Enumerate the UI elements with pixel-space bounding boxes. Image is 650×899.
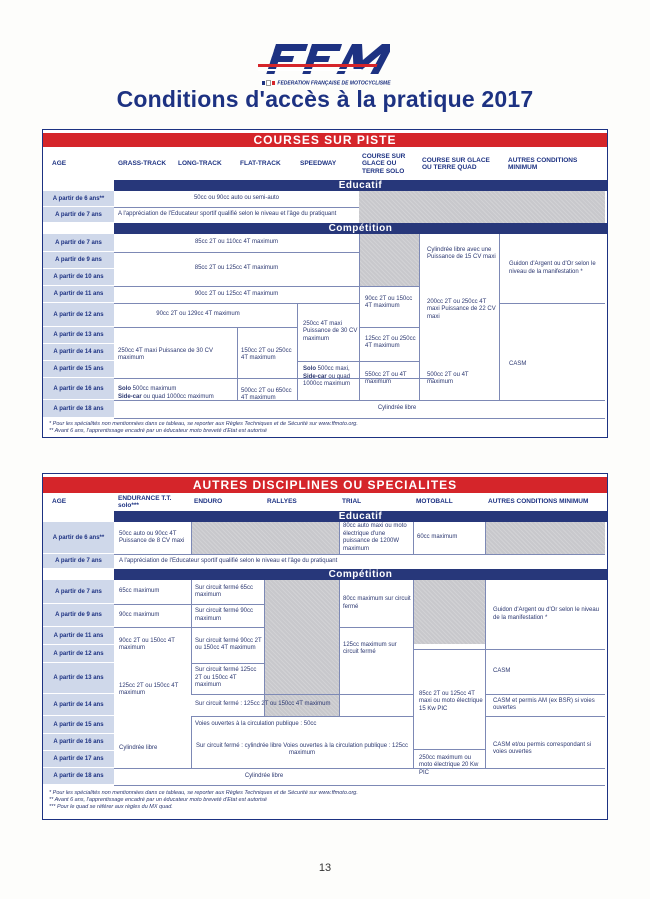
age-cell: A partir de 12 ans xyxy=(43,303,114,327)
end11-cell: 90cc 2T ou 150cc 4T maximum xyxy=(119,637,175,651)
age-cell: A partir de 11 ans xyxy=(43,627,114,645)
enduro14-cell: Sur circuit fermé : 125cc 2T ou 150cc 4T maximum xyxy=(195,701,331,708)
competition-bar: Compétition xyxy=(114,223,607,234)
age-cell: A partir de 16 ans xyxy=(43,378,114,400)
quad11-cell: 200cc 2T ou 250cc 4T maxi Puissance de 22 CV maxi xyxy=(427,298,496,320)
header-grass-track: GRASS-TRACK xyxy=(118,160,167,168)
age-cell: A partir de 11 ans xyxy=(43,286,114,303)
header-autres-conditions: AUTRES CONDITIONS MINIMUM xyxy=(488,498,589,506)
na-cell xyxy=(359,234,419,286)
enduro7-cell: Sur circuit fermé 65cc maximum xyxy=(195,584,254,598)
competition-bar: Compétition xyxy=(114,569,607,580)
voies15-cell: Voies ouvertes à la circulation publique : 50cc xyxy=(195,721,317,728)
age-cell: A partir de 14 ans xyxy=(43,344,114,361)
na-cell xyxy=(191,522,339,554)
educatif-bar: Educatif xyxy=(114,180,607,191)
footnotes: * Pour les spécialités non mentionnées dans ce tableau, se reporter aux Règles Techniques et de Sécurité sur www.ffmoto.org. ** Avant 6 ans, l'apprentissage encadré par un éducateur moto breveté d'Etat est autorisé xyxy=(49,421,358,435)
trial7-cell: 80cc maximum sur circuit fermé xyxy=(343,596,411,610)
header-speedway: SPEEDWAY xyxy=(300,160,337,168)
header-motoball: MOTOBALL xyxy=(416,498,453,506)
quad15-cell: 500cc 2T ou 4T maximum xyxy=(427,371,469,385)
header-flat-track: FLAT-TRACK xyxy=(240,160,281,168)
moto17-cell: 250cc maximum ou moto électrique 20 Kw PIC xyxy=(419,754,479,776)
age-cell: A partir de 13 ans xyxy=(43,327,114,344)
age-cell: A partir de 7 ans xyxy=(43,554,114,569)
enduro11-cell: Sur circuit fermé 90cc 2T ou 150cc 4T maximum xyxy=(195,637,262,651)
header-age: AGE xyxy=(52,160,67,168)
trial12-cell: 125cc maximum sur circuit fermé xyxy=(343,641,397,655)
casm16-cell: CASM et/ou permis correspondant si voies ouvertes xyxy=(493,741,592,755)
age-cell: A partir de 6 ans** xyxy=(43,522,114,554)
casm-cell: CASM xyxy=(493,667,511,674)
age-cell: A partir de 15 ans xyxy=(43,361,114,378)
age-cell: A partir de 15 ans xyxy=(43,716,114,734)
edu7-cell: A l'appréciation de l'Educateur sportif qualifié selon le niveau et l'âge du pratiquant xyxy=(119,557,338,564)
moto6-cell: 60cc maximum xyxy=(417,534,458,541)
quad7-cell: Cylindrée libre avec une Puissance de 15 CV maxi xyxy=(427,246,496,260)
age-cell: A partir de 18 ans xyxy=(43,400,114,418)
edu7-cell: A l'appréciation de l'Educateur sportif qualifié selon le niveau et l'âge du pratiquant xyxy=(118,211,337,218)
libre16-cell: Cylindrée libre xyxy=(119,745,158,752)
page-number: 13 xyxy=(318,862,332,874)
federation-label: FEDERATION FRANÇAISE DE MOTOCYCLISME xyxy=(262,80,402,86)
age-cell: A partir de 14 ans xyxy=(43,694,114,716)
gl16-cell: Solo 500cc maximum Side-car ou quad 1000cc maximum xyxy=(118,386,214,400)
c7-cell: 85cc 2T ou 110cc 4T maximum xyxy=(194,239,279,246)
age-cell: A partir de 7 ans xyxy=(43,580,114,604)
age-cell: A partir de 7 ans xyxy=(43,234,114,252)
libre18-cell: Cylindrée libre xyxy=(244,772,284,779)
na-cell xyxy=(359,191,605,223)
age-cell: A partir de 13 ans xyxy=(43,663,114,694)
age-cell: A partir de 10 ans xyxy=(43,269,114,286)
c9-cell: 85cc 2T ou 125cc 4T maximum xyxy=(194,265,279,272)
trial6-cell: 80cc auto maxi ou moto électrique d'une puissance de 1200W maximum xyxy=(343,523,407,552)
enduro13-cell: Sur circuit fermé 125cc 2T ou 150cc 4T maximum xyxy=(195,667,257,689)
footnotes: * Pour les spécialités non mentionnées dans ce tableau, se reporter aux Règles Techniques et de Sécurité sur www.ffmoto.org. ** Avant 6 ans, l'apprentissage encadré par un éducateur moto breveté d'Etat est autorisé *** Pour le quad se référer aux règles du MX quad. xyxy=(49,790,358,811)
header-age: AGE xyxy=(52,498,67,506)
header-autres-conditions: AUTRES CONDITIONS MINIMUM xyxy=(508,156,578,171)
end7-cell: 65cc maximum xyxy=(119,588,160,595)
enduro16-cell: Sur circuit fermé : cylindrée libre Voies ouvertes à la circulation publique : 125cc maximum xyxy=(195,742,409,756)
casm14-cell: CASM et permis AM (ex BSR) si voies ouvertes xyxy=(493,697,595,711)
gl14-cell: 250cc 4T maxi Puissance de 30 CV maximum xyxy=(118,347,213,361)
guidon-cell: Guidon d'Argent ou d'Or selon le niveau de la manifestation * xyxy=(493,607,600,621)
solo15-cell: 550cc 2T ou 4T maximum xyxy=(365,371,407,385)
end6-cell: 50cc auto ou 90cc 4T Puissance de 8 CV maxi xyxy=(119,530,185,544)
flat16-cell: 500cc 2T ou 650cc 4T maximum xyxy=(241,387,292,401)
age-cell: A partir de 9 ans xyxy=(43,252,114,269)
age-cell: A partir de 18 ans xyxy=(43,768,114,785)
header-rallyes: RALLYES xyxy=(267,498,297,506)
enduro9-cell: Sur circuit fermé 90cc maximum xyxy=(195,608,254,622)
header-trial: TRIAL xyxy=(342,498,362,506)
c12-cell: 90cc 2T ou 129cc 4T maximum xyxy=(156,311,240,318)
casm-cell: CASM xyxy=(509,361,527,368)
educatif-bar: Educatif xyxy=(114,511,607,522)
header-enduro: ENDURO xyxy=(194,498,223,506)
age-cell: A partir de 16 ans xyxy=(43,734,114,751)
guidon-cell: Guidon d'Argent ou d'Or selon le niveau de la manifestation * xyxy=(509,261,596,275)
age-cell: A partir de 12 ans xyxy=(43,645,114,663)
header-endurance: ENDURANCE T.T. solo*** xyxy=(118,494,172,509)
page-title: Conditions d'accès à la pratique 2017 xyxy=(116,86,534,112)
libre18-cell: Cylindrée libre xyxy=(377,405,417,412)
na-cell xyxy=(413,580,485,644)
speed15-cell: Solo 500cc maxi, Side-car ou quad 1000cc maximum xyxy=(303,366,351,387)
end9-cell: 90cc maximum xyxy=(119,611,160,618)
header-long-track: LONG-TRACK xyxy=(178,160,222,168)
edu6-cell: 50cc ou 90cc auto ou semi-auto xyxy=(193,195,280,202)
na-cell xyxy=(485,522,605,554)
solo13-cell: 125cc 2T ou 250cc 4T maximum xyxy=(365,335,416,349)
age-cell: A partir de 9 ans xyxy=(43,604,114,627)
solo11-cell: 90cc 2T ou 150cc 4T maximum xyxy=(365,295,413,309)
speed13-cell: 250cc 4T maxi Puissance de 30 CV maximum xyxy=(303,320,358,342)
age-cell: A partir de 7 ans xyxy=(43,207,114,223)
header-glace-quad: COURSE SUR GLACE OU TERRE QUAD xyxy=(422,156,490,171)
moto13-cell: 85cc 2T ou 125cc 4T maxi ou moto électrique 15 Kw PIC xyxy=(419,690,483,712)
courses-piste-banner: COURSES SUR PISTE xyxy=(43,133,607,147)
autres-disciplines-banner: AUTRES DISCIPLINES OU SPECIALITES xyxy=(43,477,607,493)
autres-disciplines-table xyxy=(42,473,608,820)
age-cell: A partir de 17 ans xyxy=(43,751,114,768)
age-cell: A partir de 6 ans** xyxy=(43,191,114,207)
flat14-cell: 150cc 2T ou 250cc 4T maximum xyxy=(241,347,292,361)
ffm-logo xyxy=(258,38,390,82)
header-glace-solo: COURSE SUR GLACE OU TERRE SOLO xyxy=(362,152,406,175)
courses-piste-table xyxy=(42,129,608,438)
end13-cell: 125cc 2T ou 150cc 4T maximum xyxy=(119,682,179,696)
c11-cell: 90cc 2T ou 125cc 4T maximum xyxy=(194,290,279,297)
